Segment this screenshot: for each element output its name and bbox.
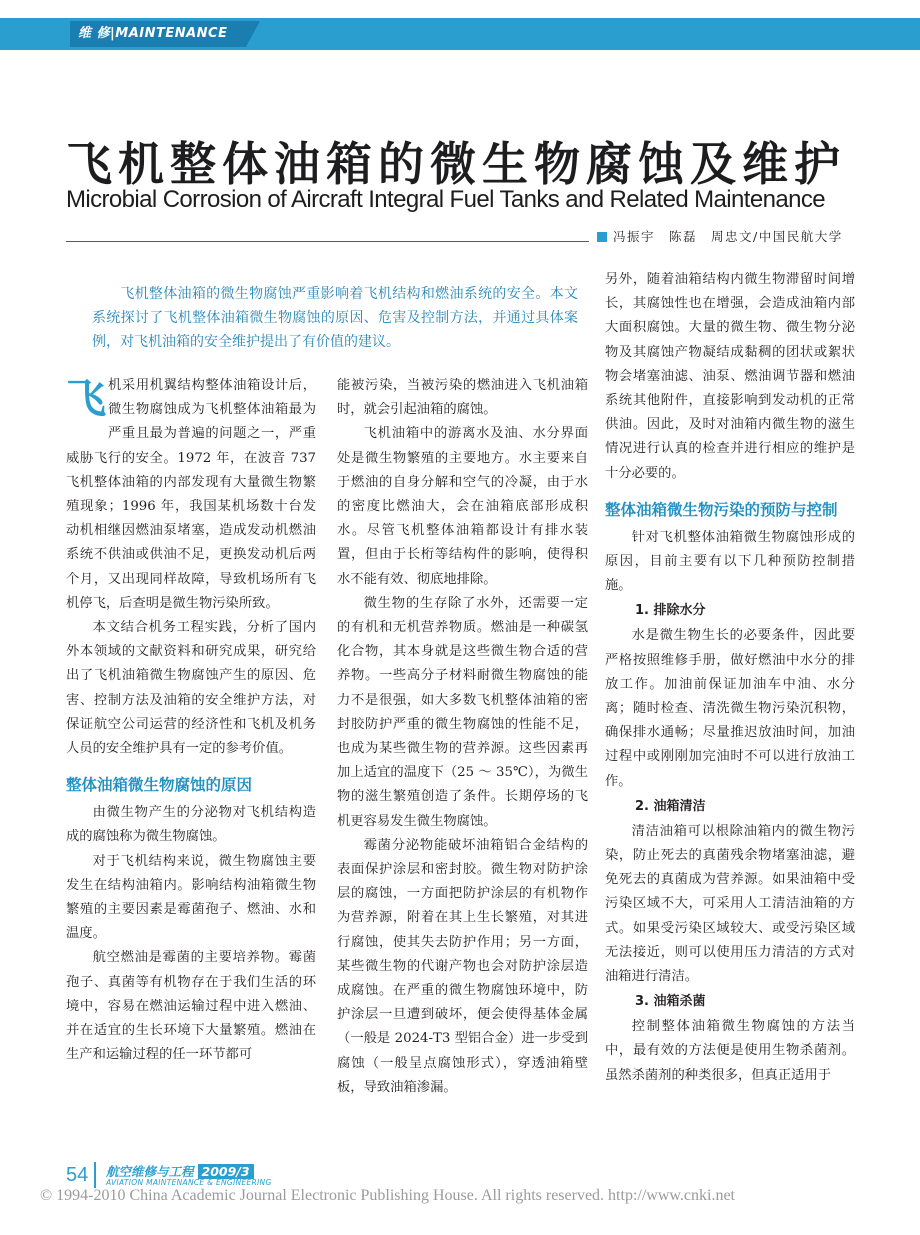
article-title-en: Microbial Corrosion of Aircraft Integral Fuel Tanks and Related Maintenance bbox=[66, 186, 825, 213]
paragraph: 航空燃油是霉菌的主要培养物。霉菌孢子、真菌等有机物存在于我们生活的环境中，容易在燃油运输过程中进入燃油、并在适宜的生长环境下大量繁殖。燃油在生产和运输过程的任一环节都可 bbox=[66, 950, 316, 1063]
column-1 bbox=[66, 374, 316, 1067]
paragraph: 对于飞机结构来说，微生物腐蚀主要发生在结构油箱内。影响结构油箱微生物繁殖的主要因素是霉菌孢子、燃油、水和温度。 bbox=[66, 853, 316, 942]
subheading-tank-cleaning: 2. 油箱清洁 bbox=[635, 798, 706, 814]
paragraph: 清洁油箱可以根除油箱内的微生物污染，防止死去的真菌残余物堵塞油滤，避免死去的真菌成为营养源。如果油箱中受污染区域不大，可采用人工清洁油箱的方式。如果受污染区域较大、或受污染区域无法接近，则可以使用压力清洁的方式对油箱进行清洁。 bbox=[605, 823, 855, 985]
footer-divider bbox=[94, 1162, 96, 1188]
paragraph: 能被污染，当被污染的燃油进入飞机油箱时，就会引起油箱的腐蚀。 bbox=[337, 378, 588, 418]
column-2 bbox=[337, 374, 588, 1100]
magazine-name: 航空维修与工程 2009/3 bbox=[106, 1162, 254, 1180]
abstract-text: 飞机整体油箱的微生物腐蚀严重影响着飞机结构和燃油系统的安全。本文系统探讨了飞机整体油箱微生物腐蚀的原因、危害及控制方法，并通过具体案例，对飞机油箱的安全维护提出了有价值的建议。 bbox=[92, 286, 578, 350]
author-square-icon bbox=[597, 232, 607, 242]
author-list: 冯振宇 陈磊 周忠文/中国民航大学 bbox=[613, 229, 843, 244]
paragraph: 霉菌分泌物能破坏油箱铝合金结构的表面保护涂层和密封胶。微生物对防护涂层的腐蚀，一方面把防护涂层的有机物作为营养源，附着在其上生长繁殖，对其进行腐蚀，使其失去防护作用；另一方面，某些微生物的代谢产物也会对防护涂层造成腐蚀。在严重的微生物腐蚀环境中，防护涂层一旦遭到破坏，便会使得基体金属（一般是 2024-T3 型铝合金）进一步受到腐蚀（一般呈点腐蚀形式），穿透油箱壁板，导致油箱渗漏。 bbox=[337, 837, 588, 1095]
paragraph: 由微生物产生的分泌物对飞机结构造成的腐蚀称为微生物腐蚀。 bbox=[66, 805, 316, 845]
paragraph: 针对飞机整体油箱微生物腐蚀形成的原因，目前主要有以下几种预防控制措施。 bbox=[605, 529, 855, 594]
section-heading-prevention: 整体油箱微生物污染的预防与控制 bbox=[605, 500, 838, 519]
magazine-name-en: AVIATION MAINTENANCE & ENGINEERING bbox=[106, 1178, 272, 1187]
paragraph: 水是微生物生长的必要条件，因此要严格按照维修手册，做好燃油中水分的排放工作。加油前保证加油车中油、水分离；随时检查、清洗微生物污染沉积物，确保排水通畅；尽量推迟放油时间，加油过程中或刚刚加完油时不可以进行放油工作。 bbox=[605, 628, 855, 789]
issue-badge: 2009/3 bbox=[198, 1164, 254, 1179]
copyright-notice: © 1994-2010 China Academic Journal Electronic Publishing House. All rights reserved. http://www.cnki.net bbox=[40, 1187, 735, 1204]
paragraph: 微生物的生存除了水外，还需要一定的有机和无机营养物质。燃油是一种碳氢化合物，其本身就是这些微生物合适的营养物。一些高分子材料耐微生物腐蚀的能力不是很强，如大多数飞机整体油箱的密封胶防护严重的微生物腐蚀的性能不足，也成为某些微生物的营养源。这些因素再加上适宜的温度下（25 ～ 35℃），为微生物的滋生繁殖创造了条件。长期停场的飞机更容易发生微生物腐蚀。 bbox=[337, 595, 588, 829]
subheading-tank-sterilization: 3. 油箱杀菌 bbox=[635, 994, 706, 1010]
section-heading-causes: 整体油箱微生物腐蚀的原因 bbox=[66, 776, 253, 795]
column-3 bbox=[605, 268, 855, 1088]
paragraph: 飞机油箱中的游离水及油、水分界面处是微生物繁殖的主要地方。水主要来自于燃油的自身分解和空气的冷凝，由于水的密度比燃油大，会在油箱底部形成积水。尽管飞机整体油箱都设计有排水装置，但由于长桁等结构件的影响，使得积水不能有效、彻底地排除。 bbox=[337, 426, 588, 587]
section-label: 维 修|MAINTENANCE bbox=[78, 26, 228, 41]
author-divider bbox=[66, 241, 589, 242]
article-title-cn: 飞机整体油箱的微生物腐蚀及维护 bbox=[66, 137, 846, 191]
intro-paragraph-1: 飞机采用机翼结构整体油箱设计后，微生物腐蚀成为飞机整体油箱最为严重且最为普遍的问题之一，严重威胁飞行的安全。1972 年，在波音 737 飞机整体油箱的内部发现有大量微生物繁殖现象；1996 年，我国某机场数十台发动机相继因燃油泵堵塞，造成发动机燃油系统不供油或供油不足，更换发动机后两个月，又出现同样故障，导致机场所有飞机停飞，后查明是微生物污染所致。 bbox=[66, 375, 316, 611]
paragraph: 另外，随着油箱结构内微生物滞留时间增长，其腐蚀性也在增强，会造成油箱内部大面积腐蚀。大量的微生物、微生物分泌物及其腐蚀产物凝结成黏稠的团状或絮状物会堵塞油滤、油泵、燃油调节器和燃油系统其他附件，直接影响到发动机的正常供油。因此，及时对油箱内微生物的滋生情况进行认真的检查并进行相应的维护是十分必要的。 bbox=[605, 272, 855, 481]
paragraph: 控制整体油箱微生物腐蚀的方法当中，最有效的方法便是使用生物杀菌剂。虽然杀菌剂的种类很多，但真正适用于 bbox=[605, 1019, 855, 1083]
drop-cap: 飞 bbox=[66, 375, 106, 422]
intro-paragraph-2: 本文结合机务工程实践，分析了国内外本领域的文献资料和研究成果，研究给出了飞机油箱微生物腐蚀产生的原因、危害、控制方法及油箱的安全维护方法，对保证航空公司运营的经济性和飞机及机务人员的安全维护具有一定的参考价值。 bbox=[66, 620, 316, 757]
abstract bbox=[92, 282, 578, 354]
subheading-drain-water: 1. 排除水分 bbox=[635, 603, 706, 619]
page-number: 54 bbox=[66, 1164, 89, 1186]
